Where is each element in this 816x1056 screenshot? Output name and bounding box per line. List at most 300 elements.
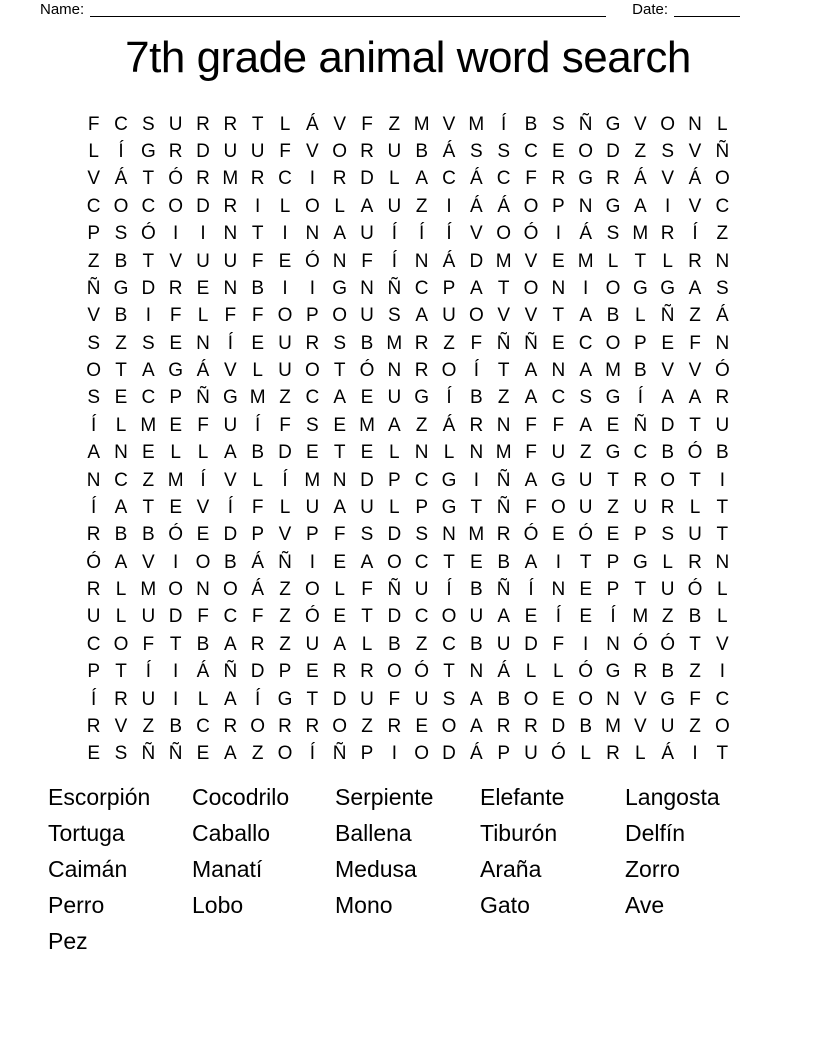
grid-letter: R xyxy=(86,524,101,546)
grid-letter: E xyxy=(606,414,620,436)
grid-letter: V xyxy=(223,360,237,382)
grid-letter: N xyxy=(442,524,456,546)
grid-letter: V xyxy=(469,223,483,245)
grid-letter: S xyxy=(360,524,374,546)
grid-letter: Z xyxy=(251,743,264,765)
grid-letter: D xyxy=(223,524,238,546)
grid-letter: Í xyxy=(227,496,233,518)
grid-letter: T xyxy=(607,469,619,491)
grid-letter: E xyxy=(169,332,182,354)
grid-letter: Z xyxy=(607,496,619,518)
grid-letter: V xyxy=(688,195,702,217)
grid-letter: A xyxy=(333,496,346,518)
grid-letter: C xyxy=(442,633,456,655)
grid-letter: U xyxy=(223,414,238,436)
name-blank-line xyxy=(90,4,606,17)
word-list-item: Delfín xyxy=(625,820,686,846)
grid-letter: E xyxy=(196,277,210,299)
word-list-column xyxy=(480,779,625,959)
grid-letter: V xyxy=(169,250,182,272)
grid-letter: E xyxy=(251,332,264,354)
grid-letter: D xyxy=(551,715,566,737)
grid-letter: O xyxy=(304,579,320,601)
grid-letter: F xyxy=(251,250,264,272)
grid-letter: O xyxy=(660,469,676,491)
grid-letter: R xyxy=(223,715,238,737)
grid-letter: E xyxy=(305,442,319,464)
grid-letter: Z xyxy=(115,332,127,354)
grid-letter: A xyxy=(688,277,702,299)
grid-letter: C xyxy=(278,168,292,190)
grid-letter: A xyxy=(469,688,483,710)
grid-letter: D xyxy=(168,606,183,628)
grid-letter: O xyxy=(714,715,730,737)
word-list-item: Perro xyxy=(48,892,105,918)
grid-letter: N xyxy=(469,442,484,464)
grid-letter: E xyxy=(141,442,155,464)
grid-letter: C xyxy=(715,688,730,710)
grid-letter: T xyxy=(115,360,127,382)
grid-letter: U xyxy=(688,524,702,546)
grid-letter: N xyxy=(551,277,566,299)
grid-letter: Z xyxy=(388,113,401,135)
grid-letter: T xyxy=(251,113,264,135)
word-list xyxy=(48,779,765,959)
grid-letter: P xyxy=(442,277,456,299)
grid-letter: Z xyxy=(415,633,428,655)
grid-letter: N xyxy=(360,277,374,299)
grid-letter: M xyxy=(140,579,157,601)
grid-letter: I xyxy=(583,277,589,299)
grid-letter: A xyxy=(223,442,237,464)
grid-letter: G xyxy=(605,113,621,135)
grid-letter: N xyxy=(332,469,347,491)
grid-letter: U xyxy=(141,688,156,710)
grid-letter: D xyxy=(278,442,292,464)
grid-letter: Í xyxy=(528,579,534,601)
grid-letter: T xyxy=(333,360,346,382)
grid-letter: D xyxy=(606,141,620,163)
grid-letter: I xyxy=(200,223,206,245)
grid-letter: L xyxy=(115,606,127,628)
grid-letter: L xyxy=(525,661,537,683)
grid-letter: F xyxy=(251,305,264,327)
grid-letter: U xyxy=(469,606,484,628)
grid-letter: G xyxy=(168,360,184,382)
grid-letter: A xyxy=(469,715,483,737)
grid-letter: D xyxy=(387,606,402,628)
grid-letter: Á xyxy=(579,223,592,245)
grid-letter: Ñ xyxy=(332,743,347,765)
grid-letter: O xyxy=(660,113,676,135)
grid-letter: Í xyxy=(255,688,261,710)
grid-letter: T xyxy=(251,223,264,245)
grid-letter: M xyxy=(577,250,594,272)
grid-letter: N xyxy=(86,469,101,491)
grid-letter: U xyxy=(223,250,238,272)
grid-letter: Í xyxy=(255,414,261,436)
grid-letter: A xyxy=(114,551,128,573)
grid-letter: E xyxy=(551,688,565,710)
grid-letter: M xyxy=(359,414,375,436)
grid-letter: Ó xyxy=(687,442,703,464)
grid-letter: G xyxy=(660,688,676,710)
grid-letter: R xyxy=(496,524,511,546)
word-list-item: Elefante xyxy=(480,784,565,810)
grid-letter: V xyxy=(497,305,510,327)
grid-letter: A xyxy=(360,551,374,573)
grid-letter: R xyxy=(223,113,238,135)
grid-letter: B xyxy=(497,551,510,573)
grid-letter: Í xyxy=(692,223,698,245)
grid-letter: T xyxy=(306,688,319,710)
grid-letter: Ó xyxy=(714,360,730,382)
grid-letter: C xyxy=(141,195,156,217)
word-list-item: Lobo xyxy=(192,892,244,918)
grid-letter: E xyxy=(305,661,319,683)
grid-letter: G xyxy=(222,387,238,409)
grid-letter: Ó xyxy=(687,579,703,601)
grid-letter: Ó xyxy=(578,524,594,546)
grid-letter: T xyxy=(579,551,592,573)
grid-letter: Ó xyxy=(632,633,648,655)
grid-letter: Á xyxy=(251,579,264,601)
word-list-item: Medusa xyxy=(335,856,417,882)
grid-letter: L xyxy=(389,496,400,518)
grid-letter: F xyxy=(251,606,264,628)
grid-letter: U xyxy=(633,496,648,518)
grid-letter: Ó xyxy=(86,551,102,573)
grid-letter: P xyxy=(169,387,182,409)
grid-letter: E xyxy=(196,524,210,546)
date-label: Date: xyxy=(632,1,668,18)
grid-letter: G xyxy=(632,277,648,299)
grid-letter: O xyxy=(332,141,348,163)
grid-letter: M xyxy=(605,715,621,737)
grid-letter: S xyxy=(333,332,346,354)
grid-letter: O xyxy=(605,277,621,299)
grid-letter: O xyxy=(386,551,402,573)
grid-letter: A xyxy=(223,633,237,655)
grid-letter: Z xyxy=(279,579,291,601)
grid-letter: T xyxy=(142,168,155,190)
grid-letter: O xyxy=(578,688,594,710)
grid-letter: F xyxy=(552,414,565,436)
grid-letter: E xyxy=(551,524,565,546)
grid-letter: Á xyxy=(661,743,674,765)
grid-letter: R xyxy=(114,688,128,710)
grid-letter: B xyxy=(661,661,674,683)
grid-letter: D xyxy=(360,168,374,190)
grid-letter: Z xyxy=(443,332,455,354)
grid-letter: Á xyxy=(114,168,128,190)
word-list-item: Manatí xyxy=(192,856,263,882)
grid-letter: E xyxy=(360,387,374,409)
grid-letter: C xyxy=(414,277,429,299)
grid-letter: B xyxy=(360,332,374,354)
grid-letter: V xyxy=(114,715,128,737)
grid-letter: Í xyxy=(227,332,233,354)
grid-letter: R xyxy=(524,715,538,737)
grid-letter: F xyxy=(197,606,209,628)
grid-letter: B xyxy=(196,633,210,655)
word-list-item: Ballena xyxy=(335,820,412,846)
grid-letter: V xyxy=(524,305,538,327)
grid-letter: M xyxy=(468,524,485,546)
grid-letter: O xyxy=(250,715,266,737)
grid-letter: Ó xyxy=(168,524,184,546)
grid-letter: L xyxy=(580,743,591,765)
grid-letter: I xyxy=(173,223,179,245)
grid-letter: O xyxy=(714,168,730,190)
grid-letter: R xyxy=(633,661,648,683)
grid-letter: V xyxy=(87,305,100,327)
grid-letter: R xyxy=(360,661,374,683)
grid-letter: N xyxy=(196,332,210,354)
grid-letter: C xyxy=(86,195,101,217)
grid-letter: S xyxy=(415,524,428,546)
grid-letter: G xyxy=(113,277,129,299)
grid-letter: Í xyxy=(309,743,315,765)
grid-letter: Á xyxy=(251,551,264,573)
word-list-item: Tiburón xyxy=(480,820,558,846)
grid-letter: F xyxy=(279,141,291,163)
grid-letter: R xyxy=(305,715,320,737)
grid-letter: O xyxy=(441,606,457,628)
grid-letter: L xyxy=(635,743,646,765)
grid-letter: G xyxy=(578,168,594,190)
grid-letter: I xyxy=(173,661,179,683)
grid-letter: Z xyxy=(361,715,373,737)
grid-letter: Ó xyxy=(414,661,430,683)
grid-letter: M xyxy=(468,113,485,135)
grid-letter: B xyxy=(251,442,264,464)
grid-letter: R xyxy=(414,332,429,354)
grid-letter: N xyxy=(223,277,238,299)
grid-letter: Í xyxy=(391,250,397,272)
grid-letter: L xyxy=(252,469,263,491)
word-list-item: Langosta xyxy=(625,784,720,810)
grid-letter: U xyxy=(223,141,238,163)
grid-letter: R xyxy=(633,469,648,491)
grid-letter: I xyxy=(473,469,479,491)
grid-letter: I xyxy=(719,469,725,491)
grid-letter: Ó xyxy=(140,223,156,245)
grid-letter: P xyxy=(305,305,319,327)
grid-letter: Á xyxy=(469,168,483,190)
grid-letter: U xyxy=(578,496,593,518)
word-list-item: Araña xyxy=(480,856,542,882)
grid-letter: L xyxy=(717,579,728,601)
grid-letter: R xyxy=(715,387,730,409)
grid-letter: E xyxy=(333,606,346,628)
grid-letter: E xyxy=(469,551,483,573)
grid-letter: M xyxy=(249,387,266,409)
grid-letter: V xyxy=(524,250,538,272)
grid-letter: A xyxy=(415,305,428,327)
word-list-column xyxy=(192,779,335,959)
grid-letter: O xyxy=(496,223,512,245)
grid-letter: R xyxy=(688,250,702,272)
grid-letter: C xyxy=(715,195,730,217)
grid-letter: O xyxy=(222,579,238,601)
grid-letter: M xyxy=(632,223,649,245)
grid-letter: L xyxy=(361,633,373,655)
grid-letter: G xyxy=(550,469,566,491)
grid-letter: Ñ xyxy=(387,277,402,299)
grid-letter: C xyxy=(86,633,101,655)
grid-letter: Ñ xyxy=(660,305,675,327)
grid-letter: Í xyxy=(91,414,97,436)
grid-letter: T xyxy=(689,414,701,436)
grid-letter: A xyxy=(141,360,155,382)
grid-letter: T xyxy=(497,360,510,382)
grid-letter: T xyxy=(552,305,565,327)
grid-letter: F xyxy=(361,579,373,601)
grid-letter: N xyxy=(469,661,484,683)
grid-letter: G xyxy=(605,442,621,464)
grid-letter: T xyxy=(716,524,729,546)
grid-letter: R xyxy=(606,743,620,765)
grid-letter: N xyxy=(715,250,730,272)
grid-letter: U xyxy=(278,360,292,382)
grid-letter: A xyxy=(524,360,538,382)
grid-letter: D xyxy=(141,277,156,299)
grid-letter: Z xyxy=(634,141,647,163)
grid-letter: M xyxy=(222,168,239,190)
grid-letter: S xyxy=(114,743,128,765)
grid-letter: N xyxy=(414,250,429,272)
grid-letter: Í xyxy=(446,223,452,245)
grid-letter: T xyxy=(634,579,647,601)
grid-letter: E xyxy=(196,743,210,765)
word-list-column xyxy=(335,779,480,959)
word-list-item: Escorpión xyxy=(48,784,151,810)
grid-letter: P xyxy=(251,524,264,546)
grid-letter: Á xyxy=(442,414,456,436)
grid-letter: Z xyxy=(716,223,729,245)
grid-letter: B xyxy=(469,579,483,601)
grid-letter: S xyxy=(661,141,674,163)
grid-letter: V xyxy=(633,688,647,710)
grid-letter: E xyxy=(169,414,182,436)
grid-letter: N xyxy=(305,223,320,245)
grid-letter: U xyxy=(660,579,675,601)
grid-letter: S xyxy=(141,332,155,354)
grid-letter: N xyxy=(715,551,730,573)
grid-letter: P xyxy=(497,743,510,765)
grid-letter: O xyxy=(332,715,348,737)
grid-letter: Ñ xyxy=(196,387,210,409)
grid-letter: C xyxy=(305,387,320,409)
grid-letter: A xyxy=(524,387,538,409)
header xyxy=(40,1,740,18)
grid-letter: C xyxy=(196,715,210,737)
grid-letter: Ñ xyxy=(496,332,511,354)
grid-letter: O xyxy=(605,332,621,354)
grid-letter: D xyxy=(524,633,538,655)
grid-letter: U xyxy=(360,688,374,710)
grid-letter: T xyxy=(689,633,701,655)
grid-letter: T xyxy=(115,661,127,683)
grid-letter: U xyxy=(360,305,374,327)
grid-letter: U xyxy=(524,743,538,765)
grid-letter: Í xyxy=(501,113,507,135)
grid-letter: I xyxy=(692,743,698,765)
grid-letter: A xyxy=(497,606,510,628)
grid-letter: S xyxy=(87,332,100,354)
grid-letter: M xyxy=(140,414,157,436)
grid-letter: Í xyxy=(91,496,97,518)
grid-letter: B xyxy=(251,277,264,299)
grid-letter: T xyxy=(142,250,155,272)
grid-letter: N xyxy=(496,414,511,436)
grid-letter: Ñ xyxy=(86,277,101,299)
grid-letter: Í xyxy=(610,606,616,628)
grid-letter: V xyxy=(196,496,210,518)
grid-letter: G xyxy=(441,469,457,491)
word-list-item: Caballo xyxy=(192,820,270,846)
grid-letter: O xyxy=(113,633,129,655)
grid-letter: P xyxy=(305,524,319,546)
grid-letter: S xyxy=(305,414,319,436)
grid-letter: B xyxy=(688,606,702,628)
grid-letter: O xyxy=(168,195,184,217)
grid-letter: A xyxy=(661,387,674,409)
grid-letter: G xyxy=(632,551,648,573)
grid-letter: N xyxy=(606,688,620,710)
grid-letter: E xyxy=(579,579,592,601)
grid-letter: R xyxy=(196,168,210,190)
grid-letter: A xyxy=(469,277,483,299)
grid-letter: C xyxy=(578,332,593,354)
grid-letter: N xyxy=(332,250,347,272)
grid-letter: I xyxy=(391,743,397,765)
grid-letter: Í xyxy=(200,469,206,491)
grid-letter: Z xyxy=(497,387,510,409)
grid-letter: Á xyxy=(715,305,729,327)
grid-letter: L xyxy=(88,141,99,163)
grid-letter: B xyxy=(169,715,182,737)
grid-letter: A xyxy=(415,168,428,190)
grid-letter: O xyxy=(523,277,539,299)
grid-letter: T xyxy=(470,496,483,518)
grid-letter: E xyxy=(169,496,182,518)
grid-letter: V xyxy=(715,633,729,655)
grid-letter: R xyxy=(332,168,347,190)
grid-letter: R xyxy=(86,715,101,737)
grid-letter: Z xyxy=(579,442,592,464)
grid-letter: Z xyxy=(279,633,291,655)
grid-letter: E xyxy=(551,332,565,354)
grid-letter: Í xyxy=(473,360,479,382)
grid-letter: O xyxy=(86,360,102,382)
grid-letter: V xyxy=(305,141,319,163)
grid-letter: F xyxy=(333,524,346,546)
grid-letter: M xyxy=(495,250,512,272)
grid-letter: P xyxy=(551,195,565,217)
grid-letter: E xyxy=(606,524,620,546)
grid-letter: N xyxy=(715,332,730,354)
grid-letter: P xyxy=(415,496,428,518)
grid-letter: V xyxy=(633,113,647,135)
grid-letter: P xyxy=(360,743,374,765)
grid-letter: C xyxy=(414,551,429,573)
grid-letter: S xyxy=(141,113,155,135)
grid-letter: B xyxy=(387,633,401,655)
grid-letter: I xyxy=(173,688,179,710)
grid-letter: A xyxy=(333,633,346,655)
